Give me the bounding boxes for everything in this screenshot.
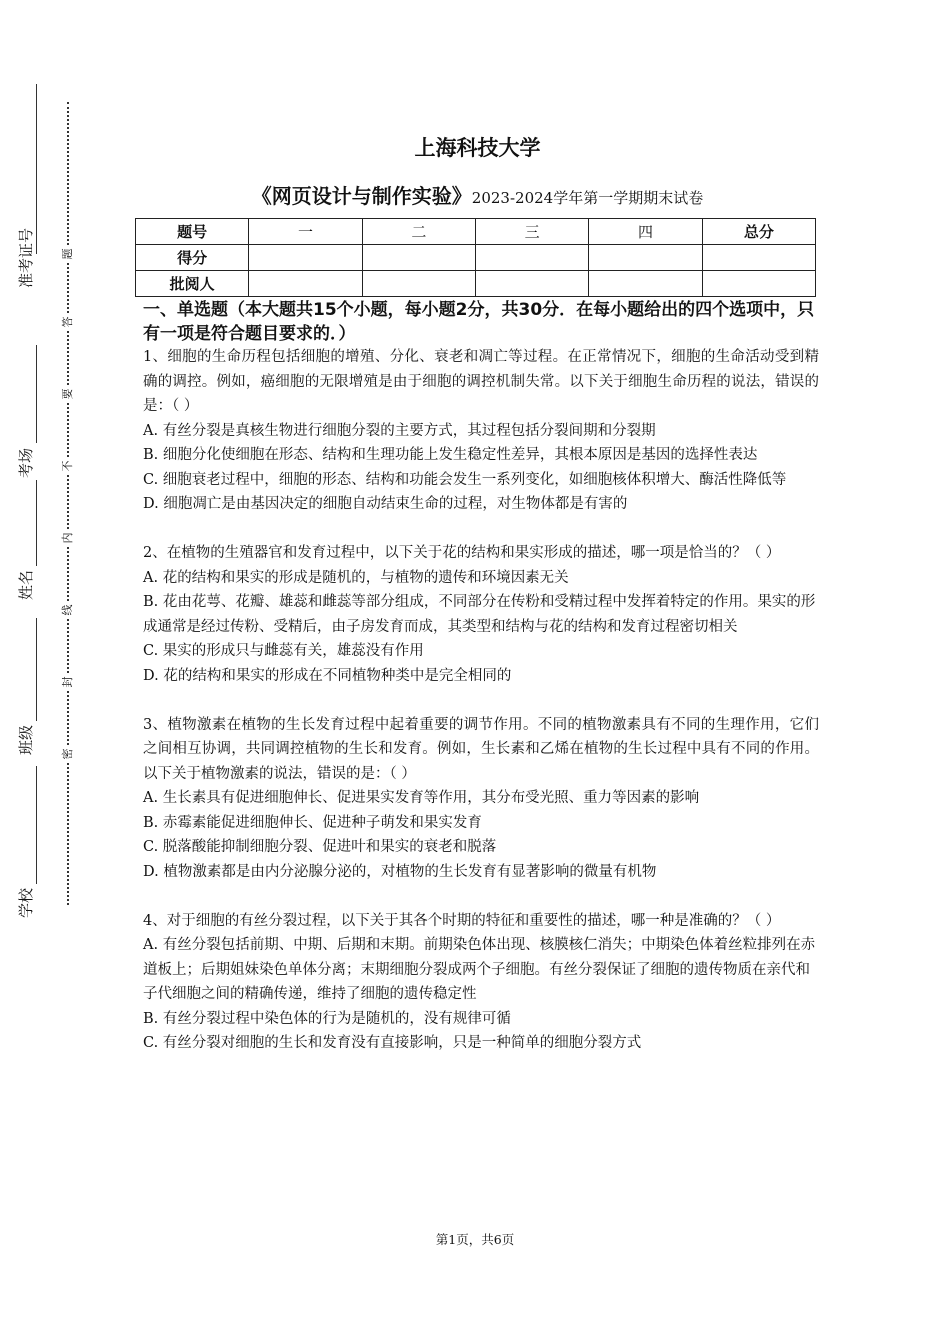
reviewer-cell (249, 271, 362, 297)
course-title-line (135, 180, 820, 209)
exam-id-rule (36, 84, 37, 254)
score-col-header: 四 (589, 219, 702, 245)
option-a: A. 有丝分裂是真核生物进行细胞分裂的主要方式，其过程包括分裂间期和分裂期 (143, 422, 656, 439)
option-d: D. 植物激素都是由内分泌腺分泌的，对植物的生长发育有显著影响的微量有机物 (143, 863, 657, 880)
option-b: B. 花由花萼、花瓣、雄蕊和雌蕊等部分组成，不同部分在传粉和受精过程中发挥着特定的作用。果实的形成通常是经过传粉、受精后，由子房发育而成，其类型和结构与花的结构和发育过程密切相关 (143, 594, 816, 635)
class-rule (36, 618, 37, 721)
exam-id-label: 准考证号 (17, 227, 35, 288)
score-col-header: 二 (362, 219, 475, 245)
school-title: 上海科技大学 (414, 136, 541, 160)
score-cell (249, 245, 362, 271)
seal-char: 要 (60, 386, 76, 402)
seal-char: 密 (60, 746, 76, 762)
question-stem: 2、在植物的生殖器官和发育过程中，以下关于花的结构和果实形成的描述，哪一项是恰当的？（ ） (143, 545, 781, 561)
seal-char: 内 (60, 530, 76, 546)
seal-char: 封 (60, 674, 76, 690)
school-rule (36, 766, 37, 884)
question-3 (143, 713, 819, 885)
reviewer-cell (589, 271, 702, 297)
score-cell (475, 245, 588, 271)
option-b: B. 细胞分化使细胞在形态、结构和生理功能上发生稳定性差异，其根本原因是基因的选择性表达 (143, 447, 758, 463)
option-c: C. 果实的形成只与雌蕊有关，雄蕊没有作用 (143, 643, 424, 659)
term-title: 2023-2024学年第一学期期末试卷 (471, 189, 704, 207)
option-a: A. 生长素具有促进细胞伸长、促进果实发育等作用，其分布受光照、重力等因素的影响 (143, 790, 700, 806)
score-cell (589, 245, 702, 271)
option-c: C. 有丝分裂对细胞的生长和发育没有直接影响，只是一种简单的细胞分裂方式 (143, 1035, 642, 1051)
page-footer: 第1页，共6页 (435, 1232, 515, 1247)
exam-room-rule (36, 345, 37, 443)
question-stem: 1、细胞的生命历程包括细胞的增殖、分化、衰老和凋亡等过程。在正常情况下，细胞的生命活动受到精确的调控。例如，癌细胞的无限增殖是由于细胞的调控机制失常。以下关于细胞生命历程的说法，错误的是：（ ） (143, 349, 819, 414)
score-table-header-row (136, 219, 816, 245)
question-2 (143, 541, 819, 688)
seal-dotted-line (67, 102, 69, 905)
question-stem: 4、对于细胞的有丝分裂过程，以下关于其各个时期的特征和重要性的描述，哪一种是准确的？（ ） (143, 912, 781, 929)
name-rule (36, 480, 37, 566)
question-4 (143, 909, 819, 1056)
reviewer-cell (702, 271, 815, 297)
reviewer-row (136, 271, 816, 297)
reviewer-row-label: 批阅人 (136, 271, 249, 297)
option-d: D. 花的结构和果实的形成在不同植物种类中是完全相同的 (143, 667, 512, 684)
seal-char: 线 (60, 602, 76, 618)
score-row-label: 得分 (136, 245, 249, 271)
school-label: 学校 (17, 887, 35, 918)
option-c: C. 细胞衰老过程中，细胞的形态、结构和功能会发生一系列变化，如细胞核体积增大、酶活性降低等 (143, 471, 787, 488)
binding-margin (0, 0, 120, 1344)
score-col-header: 三 (475, 219, 588, 245)
name-label: 姓名 (17, 569, 35, 600)
score-row (136, 245, 816, 271)
score-cell (702, 245, 815, 271)
seal-char: 答 (60, 314, 76, 330)
score-col-header: 一 (249, 219, 362, 245)
score-col-header: 题号 (136, 219, 249, 245)
question-stem: 3、植物激素在植物的生长发育过程中起着重要的调节作用。不同的植物激素具有不同的生理作用，它们之间相互协调，共同调控植物的生长和发育。例如，生长素和乙烯在植物的生长过程中具有不同的作用。以下关于植物激素的说法，错误的是：（ ） (143, 716, 819, 782)
seal-char: 不 (60, 458, 76, 474)
section-title: 一、单选题（本大题共15个小题，每小题2分，共30分．在每小题给出的四个选项中，只有一项是符合题目要求的．） (143, 300, 815, 344)
option-a: A. 花的结构和果实的形成是随机的，与植物的遗传和环境因素无关 (143, 569, 569, 586)
option-a: A. 有丝分裂包括前期、中期、后期和末期。前期染色体出现、核膜核仁消失；中期染色体着丝粒排列在赤道板上；后期姐妹染色单体分离；末期细胞分裂成两个子细胞。有丝分裂保证了细胞的遗传物质在亲代和子代细胞之间的精确传递，维持了细胞的遗传稳定性 (143, 937, 816, 1002)
question-list (143, 345, 819, 1080)
seal-char: 题 (60, 246, 76, 262)
reviewer-cell (475, 271, 588, 297)
question-1 (143, 345, 819, 517)
score-cell (362, 245, 475, 271)
score-table (135, 218, 816, 297)
option-c: C. 脱落酸能抑制细胞分裂、促进叶和果实的衰老和脱落 (143, 839, 497, 855)
score-col-header: 总分 (702, 219, 815, 245)
reviewer-cell (362, 271, 475, 297)
option-d: D. 细胞凋亡是由基因决定的细胞自动结束生命的过程，对生物体都是有害的 (143, 496, 628, 512)
option-b: B. 赤霉素能促进细胞伸长、促进种子萌发和果实发育 (143, 814, 482, 831)
option-b: B. 有丝分裂过程中染色体的行为是随机的，没有规律可循 (143, 1010, 511, 1027)
exam-room-label: 考场 (17, 447, 35, 478)
class-label: 班级 (17, 724, 35, 755)
course-title: 《网页设计与制作实验》 (251, 184, 472, 208)
